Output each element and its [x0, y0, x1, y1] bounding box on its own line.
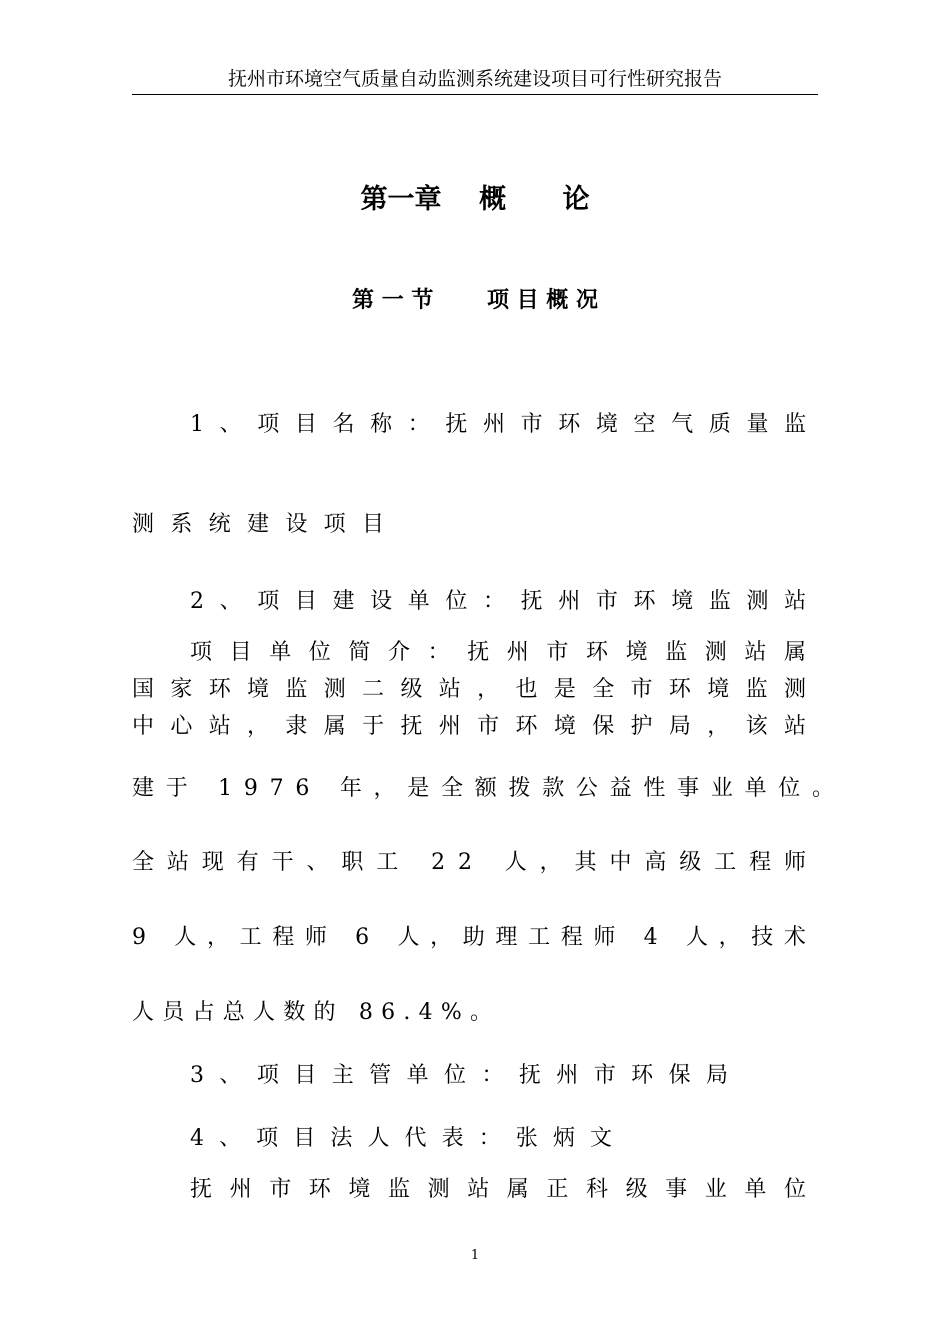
item-3-line: 3、项目主管单位：抚州市环保局: [190, 1063, 744, 1088]
item-4-line: 4、项目法人代表：张炳文: [190, 1126, 628, 1151]
intro-line-1: 项目单位简介：抚州市环境监测站属: [190, 640, 824, 665]
item-1-line-2: 测系统建设项目: [132, 512, 401, 537]
section-title: 第 一 节 项 目 概 况: [352, 287, 598, 313]
item-1-line-1: 1、项目名称：抚州市环境空气质量监: [190, 412, 822, 437]
intro-line-7: 人员占总人数的 86.4%。: [132, 1000, 501, 1025]
intro-line-4: 建于 1976 年，是全额拨款公益性事业单位。: [132, 776, 846, 801]
intro-line-5: 全站现有干、职工 22 人，其中高级工程师: [132, 850, 819, 875]
running-header: 抚州市环境空气质量自动监测系统建设项目可行性研究报告: [132, 66, 818, 95]
body-line: 抚州市环境监测站属正科级事业单位: [190, 1177, 824, 1202]
intro-line-3: 中心站，隶属于抚州市环境保护局，该站: [132, 714, 823, 739]
intro-line-6: 9 人，工程师 6 人，助理工程师 4 人，技术: [132, 925, 817, 950]
page-number: 1: [470, 1248, 480, 1263]
intro-line-2: 国家环境监测二级站，也是全市环境监测: [132, 677, 823, 702]
chapter-title: 第一章 概 论: [360, 184, 590, 215]
item-2-line: 2、项目建设单位：抚州市环境监测站: [190, 589, 822, 614]
